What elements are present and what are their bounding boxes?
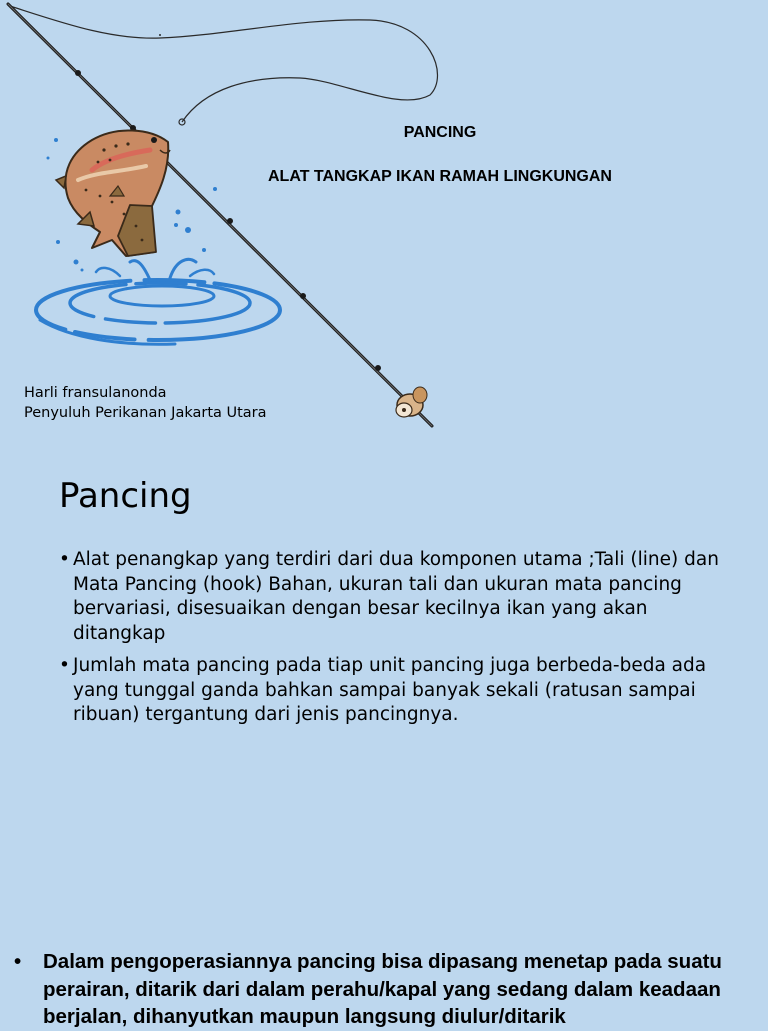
author-name: Harli fransulanonda: [24, 385, 167, 401]
fishing-illustration: [0, 0, 460, 440]
list-item: [59, 654, 719, 728]
bullet-list: [59, 548, 719, 736]
reel-icon: [396, 387, 427, 417]
bullet-icon: •: [59, 549, 70, 570]
fishing-line: [10, 6, 438, 122]
bullet-icon: •: [59, 655, 70, 676]
list-item-text: Alat penangkap yang terdiri dari dua komponen utama ;Tali (line) dan Mata Pancing (hook) Bahan, ukuran tali dan ukuran mata pancing bervariasi, disesuaikan dengan besar kecilnya ikan yang akan ditangkap: [73, 549, 719, 644]
water-splash-icon: [36, 259, 280, 344]
jumping-fish-icon: [56, 130, 170, 256]
bottom-bullet-text: Dalam pengoperasiannya pancing bisa dipasang menetap pada suatu perairan, ditarik dari dalam perahu/kapal yang sedang dalam keadaan berjalan, dihanyutkan maupun langsung diulur/ditarik: [43, 950, 722, 1028]
list-item: [59, 548, 719, 646]
bottom-bullet: [14, 948, 759, 1031]
page-title: PANCING: [403, 124, 477, 141]
section-heading: Pancing: [59, 476, 192, 516]
fishing-rod-icon: [8, 4, 432, 426]
author-role: Penyuluh Perikanan Jakarta Utara: [24, 404, 267, 421]
author-block: [24, 384, 267, 423]
bullet-icon: •: [14, 950, 22, 973]
list-item-text: Jumlah mata pancing pada tiap unit pancing juga berbeda-beda ada yang tunggal ganda bahkan sampai banyak sekali (ratusan sampai ribuan) tergantung dari jenis pancingnya.: [73, 655, 707, 725]
page-subtitle: ALAT TANGKAP IKAN RAMAH LINGKUNGAN: [268, 168, 612, 185]
